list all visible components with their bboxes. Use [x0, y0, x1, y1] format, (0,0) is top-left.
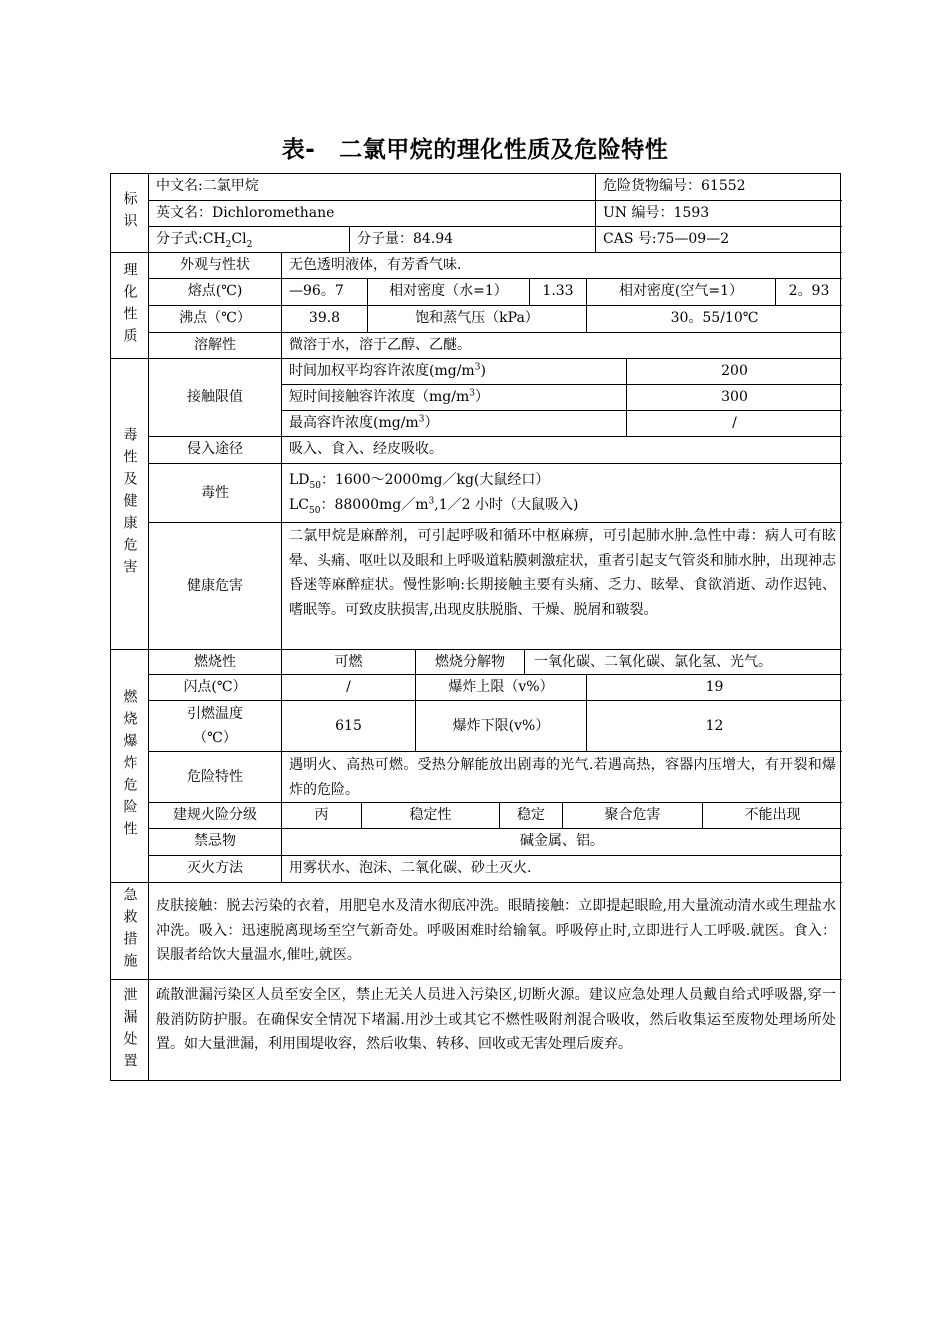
- page-title: [0, 131, 950, 164]
- section-toxicity: 毒性及健康危害: [111, 359, 149, 650]
- molecular-weight: 分子量：84.94: [350, 227, 596, 253]
- density-air-value: 2。93: [776, 279, 842, 306]
- extinguishing-label: 灭火方法: [149, 856, 282, 883]
- vapor-pressure-value: 30。55/10℃: [587, 306, 842, 333]
- ld50-line: $LD_{50}$：1600～2000mg／kg(大鼠经口）: [289, 472, 550, 491]
- appearance-value: 无色透明液体，有芳香气味.: [282, 253, 842, 279]
- chemical-properties-table: [110, 173, 841, 1081]
- vapor-pressure-label: 饱和蒸气压（kPa）: [368, 306, 587, 333]
- health-hazard-label: 健康危害: [149, 523, 282, 650]
- first-aid-value: 皮肤接触：脱去污染的衣着，用肥皂水及清水彻底冲洗。眼睛接触：立即提起眼睑,用大量流动清水或生理盐水冲洗。吸入：迅速脱离现场至空气新奇处。呼吸困难时给输氧。呼吸停止时,立即进行人工呼吸.就医。食入：误服者给饮大量温水,催吐,就医。: [149, 883, 842, 980]
- dangerous-goods-number: 危险货物编号：61552: [596, 174, 842, 201]
- extinguishing-value: 用雾状水、泡沫、二氧化碳、砂土灭火.: [282, 856, 842, 883]
- molecular-formula: 分子式$:CH_2Cl_2$: [149, 227, 350, 253]
- route-label: 侵入途径: [149, 437, 282, 464]
- lc50-line: $LC_{50}$：$88000mg/m^3,1/2$ 小时（大鼠吸入): [289, 496, 579, 516]
- mac-value: /: [627, 411, 842, 437]
- flash-point-label: 闪点(℃）: [149, 675, 282, 701]
- hazard-property-label: 危险特性: [149, 752, 282, 803]
- flammability-value: 可燃: [282, 650, 416, 675]
- stability-label: 稳定性: [362, 803, 500, 829]
- health-hazard-value: 二氯甲烷是麻醉剂，可引起呼吸和循环中枢麻痹，可引起肺水肿.急性中毒：病人可有眩晕、头痛、呕吐以及眼和上呼吸道粘膜刺激症状，重者引起支气管炎和肺水肿，出现神志昏迷等麻醉症状。慢性影响:长期接触主要有头痛、乏力、眩晕、食欲消逝、动作迟钝、嗜眠等。可致皮肤损害,出现皮肤脱脂、干燥、脱屑和皲裂。: [282, 523, 842, 650]
- density-water-value: 1.33: [530, 279, 587, 306]
- density-air-label: 相对密度(空气=1）: [587, 279, 776, 306]
- section-fire: 燃烧爆炸危险性: [111, 650, 149, 883]
- twa-label: 时间加权平均容许浓度$(mg/m^3)$: [282, 359, 627, 385]
- hazard-property-value: 遇明火、高热可燃。受热分解能放出剧毒的光气.若遇高热，容器内压增大，有开裂和爆炸的危险。: [282, 752, 842, 803]
- toxicity-value: [282, 464, 842, 523]
- toxicity-label: 毒性: [149, 464, 282, 523]
- lower-explosive-limit-label: 爆炸下限(v%）: [416, 701, 587, 752]
- flammability-label: 燃烧性: [149, 650, 282, 675]
- cas-number: CAS 号:75—09—2: [596, 227, 842, 253]
- polymerization-label: 聚合危害: [563, 803, 703, 829]
- incompatible-label: 禁忌物: [149, 829, 282, 856]
- english-name: 英文名：Dichloromethane: [149, 201, 596, 227]
- twa-value: 200: [627, 359, 842, 385]
- density-water-label: 相对密度（水=1）: [368, 279, 530, 306]
- stel-value: 300: [627, 385, 842, 411]
- boiling-point-label: 沸点（℃）: [149, 306, 282, 333]
- section-physchem: 理化性质: [111, 253, 149, 359]
- section-spill: 泄漏处置: [111, 980, 149, 1081]
- route-value: 吸入、食入、经皮吸收。: [282, 437, 842, 464]
- polymerization-value: 不能出现: [703, 803, 842, 829]
- section-first-aid: 急救措施: [111, 883, 149, 980]
- appearance-label: 外观与性状: [149, 253, 282, 279]
- table-number: 表-: [281, 137, 316, 163]
- incompatible-value: 碱金属、铝。: [282, 829, 842, 856]
- stel-label: 短时间接触容许浓度$(mg/m^3)$: [282, 385, 627, 411]
- lower-explosive-limit-value: 12: [587, 701, 842, 752]
- section-identify: 标识: [111, 174, 149, 253]
- fire-class-label: 建规火险分级: [149, 803, 282, 829]
- exposure-limits-label: 接触限值: [149, 359, 282, 437]
- melting-point-label: 熔点(℃): [149, 279, 282, 306]
- stability-value: 稳定: [500, 803, 563, 829]
- decomposition-label: 燃烧分解物: [416, 650, 525, 675]
- melting-point-value: —96。7: [282, 279, 368, 306]
- decomposition-value: 一氧化碳、二氧化碳、氯化氢、光气。: [525, 650, 842, 675]
- flash-point-value: /: [282, 675, 416, 701]
- chinese-name: 中文名:二氯甲烷: [149, 174, 596, 201]
- mac-label: 最高容许浓度$(mg/m^3)$: [282, 411, 627, 437]
- solubility-label: 溶解性: [149, 333, 282, 359]
- upper-explosive-limit-label: 爆炸上限（v%）: [416, 675, 587, 701]
- solubility-value: 微溶于水，溶于乙醇、乙醚。: [282, 333, 842, 359]
- table-title: 二氯甲烷的理化性质及危险特性: [339, 137, 669, 163]
- boiling-point-value: 39.8: [282, 306, 368, 333]
- fire-class-value: 丙: [282, 803, 362, 829]
- un-number: UN 编号：1593: [596, 201, 842, 227]
- spill-value: 疏散泄漏污染区人员至安全区，禁止无关人员进入污染区,切断火源。建议应急处理人员戴自给式呼吸器,穿一般消防防护服。在确保安全情况下堵漏.用沙土或其它不燃性吸附剂混合吸收，然后收集运至废物处理场所处置。如大量泄漏，利用围堤收容，然后收集、转移、回收或无害处理后废弃。: [156, 987, 836, 1053]
- ignition-temperature-label: 引燃温度（℃）: [149, 701, 282, 752]
- ignition-temperature-value: 615: [282, 701, 416, 752]
- upper-explosive-limit-value: 19: [587, 675, 842, 701]
